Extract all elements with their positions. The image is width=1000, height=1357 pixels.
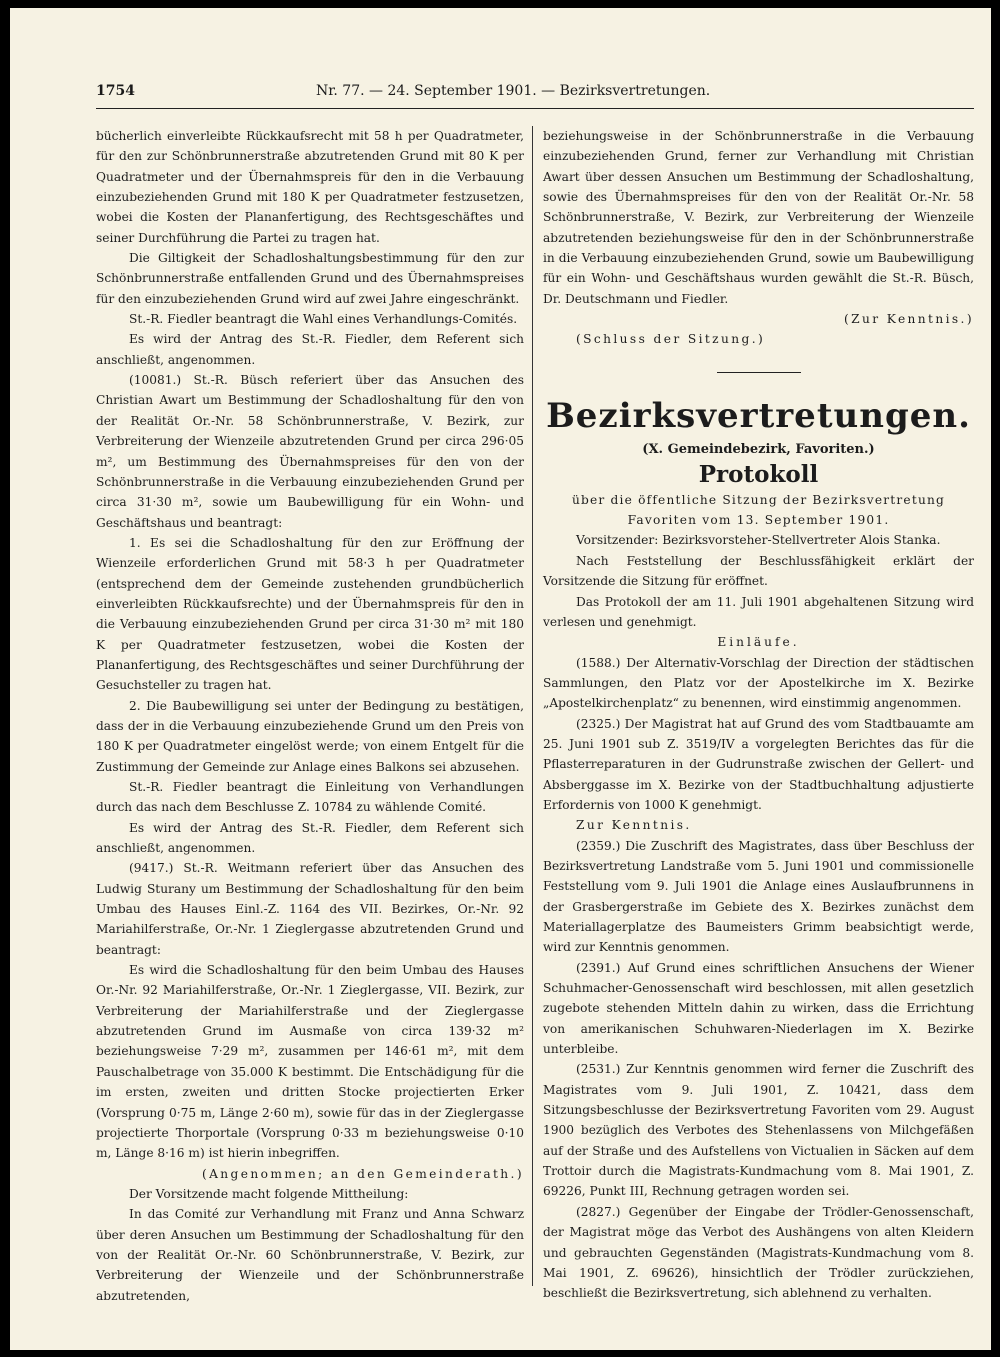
page-number: 1754 <box>96 83 135 99</box>
left-column <box>96 126 524 1306</box>
section-rule <box>717 372 801 373</box>
running-header: Nr. 77. — 24. September 1901. — Bezirksvertretungen. <box>316 83 711 99</box>
session-intro: über die öffentliche Sitzung der Bezirksvertretung Favoriten vom 13. September 1901. <box>571 492 946 528</box>
paragraph: (2391.) Auf Grund eines schriftlichen Ansuchens der Wiener Schuhmacher-Genossenschaft wird beschlossen, mit allen gesetzlich zugebote stehenden Mitteln dahin zu wirken, dass die Errichtung von amerikanischen Schuhwaren-Niederlagen im X. Bezirke unterbleibe. <box>543 960 974 1057</box>
paragraph: (2325.) Der Magistrat hat auf Grund des vom Stadtbauamte am 25. Juni 1901 sub Z. 3519/IV a vorgelegten Berichtes das für die Pflasterreparaturen in der Gudrunstraße zwischen der Gellert- und Absberggasse im X. Bezirke von der Stadtbuchhaltung adjustierte Erfordernis von 1000 K genehmigt. <box>543 716 974 812</box>
paragraph: Nach Feststellung der Beschlussfähigkeit erklärt der Vorsitzende die Sitzung für eröffnet. <box>543 553 974 589</box>
resolution-note: (Zur Kenntnis.) <box>844 312 974 327</box>
resolution-note: Zur Kenntnis. <box>576 818 692 833</box>
column-divider <box>532 126 533 1286</box>
paragraph: St.-R. Fiedler beantragt die Wahl eines Verhandlungs-Comités. <box>129 312 518 327</box>
closing-note: (Schluss der Sitzung.) <box>576 332 766 347</box>
paragraph: Es wird der Antrag des St.-R. Fiedler, dem Referent sich anschließt, angenommen. <box>96 820 524 856</box>
paragraph: (2827.) Gegenüber der Eingabe der Trödler-Genossenschaft, der Magistrat möge das Verbot des Aushängens von alten Kleidern und gebrauchten Gegenständen (Magistrats-Kundmachung vom 8. Mai 1901, Z. 69626), hinsichtlich der Trödler zurückziehen, beschließt die Bezirksvertretung, sich ablehnend zu verhalten. <box>543 1204 974 1301</box>
resolution-note: (Angenommen; an den Gemeinderath.) <box>201 1166 524 1181</box>
header-rule <box>96 108 974 109</box>
protocol-heading: Protokoll <box>698 460 819 488</box>
paragraph: (1588.) Der Alternativ-Vorschlag der Direction der städtischen Sammlungen, den Platz vor der Apostelkirche im X. Bezirke „Apostelkirchenplatz“ zu benennen, wird einstimmig angenommen. <box>543 655 974 711</box>
section-title: Bezirksvertretungen. <box>546 395 971 436</box>
paragraph: Das Protokoll der am 11. Juli 1901 abgehaltenen Sitzung wird verlesen und genehmigt. <box>543 594 974 629</box>
paragraph: (10081.) St.-R. Büsch referiert über das Ansuchen des Christian Awart um Bestimmung der Schadloshaltung für den von der Realität Or.-Nr. 58 Schönbrunnerstraße, V. Bezirk, zur Verbreiterung der Wienzeile abzutretenden Grund per circa 296·05 m², um Bestimmung des Übernahmspreises für den von der Schönbrunnerstraße in die Verbauung einzubeziehenden Grund per circa 31·30 m², sowie um Baubewilligung für ein Wohn- und Geschäftshaus und beantragt: <box>96 373 524 530</box>
paragraph: In das Comité zur Verhandlung mit Franz und Anna Schwarz über deren Ansuchen um Bestimmung der Schadloshaltung für den von der Realität Or.-Nr. 60 Schönbrunnerstraße, V. Bezirk, zur Verbreiterung der Wienzeile und der Schönbrunnerstraße abzutretenden, <box>96 1207 524 1303</box>
paragraph: 1. Es sei die Schadloshaltung für den zur Eröffnung der Wienzeile erforderlichen Grund mit 58·3 h per Quadratmeter (entsprechend dem der Gemeinde zustehenden grundbücherlich einverleibten Rückkaufsrechte) und der Übernahmspreis für den in die Verbauung einzubeziehenden Grund per circa 31·30 m² mit 180 K per Quadratmeter festzusetzen, wobei die Kosten der Plananfertigung, des Rechtsgeschäftes und seiner Durchführung der Gesuchsteller zu tragen hat. <box>96 535 524 693</box>
paragraph: Es wird die Schadloshaltung für den beim Umbau des Hauses Or.-Nr. 92 Mariahilferstraße, Or.-Nr. 1 Zieglergasse, VII. Bezirk, zur Verbreiterung der Mariahilferstraße und der Zieglergasse abzutretenden Grund im Ausmaße von circa 139·32 m² beziehungsweise 7·29 m², zusammen per 146·61 m², mit dem Pauschalbetrage von 35.000 K bestimmt. Die Entschädigung für die im ersten, zweiten und dritten Stocke projectierten Erker (Vorsprung 0·75 m, Länge 2·60 m), sowie für das in der Zieglergasse projectierte Thorportale (Vorsprung 0·33 m beziehungsweise 0·10 m, Länge 8·16 m) ist hierin inbegriffen. <box>96 963 524 1161</box>
paragraph: Es wird der Antrag des St.-R. Fiedler, dem Referent sich anschließt, angenommen. <box>96 332 524 367</box>
district-subtitle: (X. Gemeindebezirk, Favoriten.) <box>642 441 875 457</box>
chair-line: Vorsitzender: Bezirksvorsteher-Stellvertreter Alois Stanka. <box>576 533 941 548</box>
page-header <box>96 77 974 103</box>
paragraph: Die Giltigkeit der Schadloshaltungsbestimmung für den zur Schönbrunnerstraße entfallenden Grund und des Übernahmspreises für den einzubeziehenden Grund wird auf zwei Jahre eingeschränkt. <box>96 251 524 306</box>
paragraph: 2. Die Baubewilligung sei unter der Bedingung zu bestätigen, dass der in die Verbauung einzubeziehende Grund um den Preis von 180 K per Quadratmeter eingelöst werde; von einem Entgelt für die Zustimmung der Gemeinde zur Anlage eines Balkons sei abzusehen. <box>96 698 524 774</box>
paragraph: St.-R. Fiedler beantragt die Einleitung von Verhandlungen durch das nach dem Beschlusse Z. 10784 zu wählende Comité. <box>96 780 524 815</box>
subheading-einlaeufe: Einläufe. <box>717 635 800 650</box>
paragraph: (9417.) St.-R. Weitmann referiert über das Ansuchen des Ludwig Sturany um Bestimmung der Schadloshaltung für den beim Umbau des Hauses Einl.-Z. 1164 des VII. Bezirkes, Or.-Nr. 92 Mariahilferstraße, Or.-Nr. 1 Zieglergasse abzutretenden Grund und beantragt: <box>96 861 524 957</box>
paragraph: Der Vorsitzende macht folgende Mittheilung: <box>129 1186 409 1201</box>
paragraph: beziehungsweise in der Schönbrunnerstraße in die Verbauung einzubeziehenden Grund, ferner zur Verhandlung mit Christian Awart über dessen Ansuchen um Bestimmung der Schadloshaltung, sowie des Übernahmspreises für den von der Realität Or.-Nr. 58 Schönbrunnerstraße, V. Bezirk, zur Verbreiterung der Wienzeile abzutretenden beziehungsweise für den in der Schönbrunnerstraße in die Verbauung einzubeziehenden Grund, sowie um Baubewilligung für ein Wohn- und Geschäftshaus wurden gewählt die St.-R. Büsch, Dr. Deutschmann und Fiedler. <box>543 129 974 306</box>
paragraph: bücherlich einverleibte Rückkaufsrecht mit 58 h per Quadratmeter, für den zur Schönbrunnerstraße abzutretenden Grund mit 80 K per Quadratmeter und der Übernahmspreis für den in die Verbauung einzubeziehenden Grund mit 180 K per Quadratmeter festzusetzen, wobei die Kosten der Plananfertigung, des Rechtsgeschäftes und seiner Durchführung die Partei zu tragen hat. <box>96 129 524 245</box>
right-column <box>543 126 974 1304</box>
paragraph: (2359.) Die Zuschrift des Magistrates, dass über Beschluss der Bezirksvertretung Landstraße vom 5. Juni 1901 und commissionelle Feststellung vom 9. Juli 1901 die Anlage eines Auslaufbrunnens in der Grasbergerstraße im Gebiete des X. Bezirkes zunächst dem Materiallagerplatze des Baumeisters Grimm beabsichtigt werde, wird zur Kenntnis genommen. <box>543 838 974 955</box>
newspaper-page <box>10 8 991 1350</box>
paragraph: (2531.) Zur Kenntnis genommen wird ferner die Zuschrift des Magistrates vom 9. Juli 1901, Z. 10421, dass dem Sitzungsbeschlusse der Bezirksvertretung Favoriten vom 29. August 1900 bezüglich des Verbotes des Stehenlassens von Milchgefäßen auf der Straße und des Aufstellens von Victualien in Säcken auf dem Trottoir durch die Magistrats-Kundmachung vom 8. Mai 1901, Z. 69226, Punkt III, Rechnung getragen worden sei. <box>543 1062 974 1199</box>
